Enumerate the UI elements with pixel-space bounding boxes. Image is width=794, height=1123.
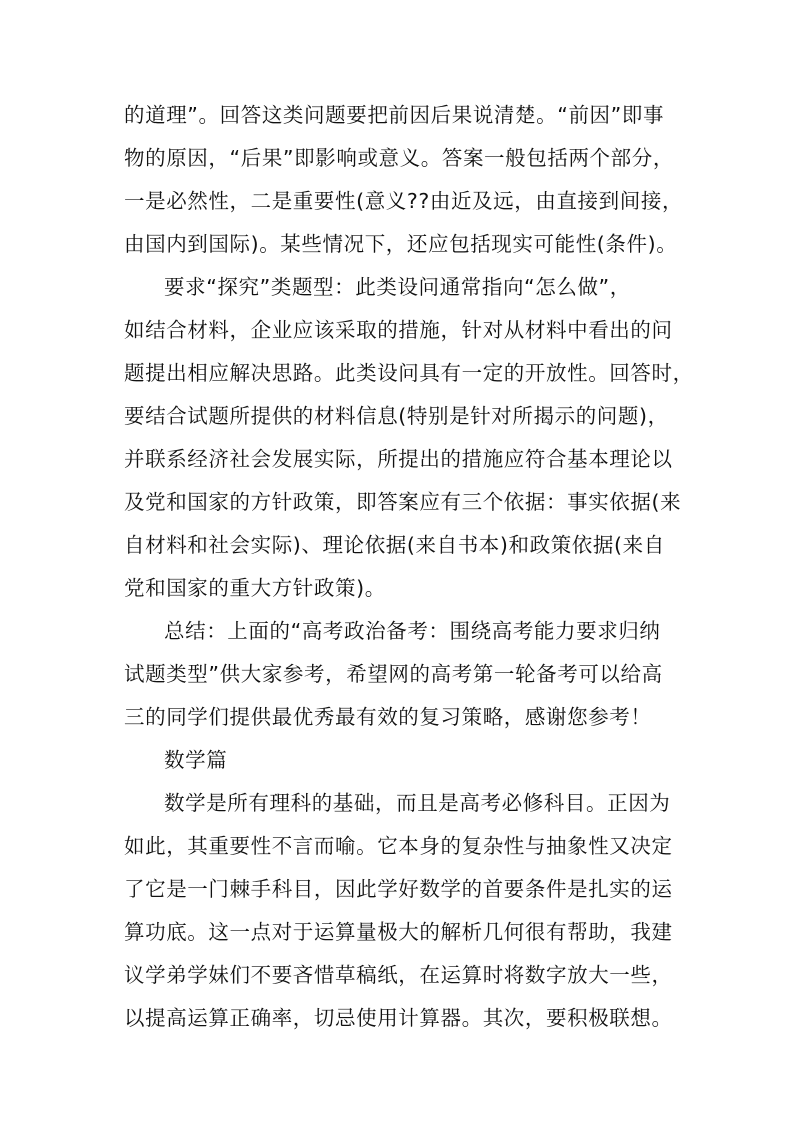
text-line: 由国内到国际)。某些情况下，还应包括现实可能性(条件)。 xyxy=(124,232,678,256)
paragraph-first-line: 总结：上面的“高考政治备考：围绕高考能力要求归纳 xyxy=(164,619,661,643)
text-line: 三的同学们提供最优秀最有效的复习策略，感谢您参考！ xyxy=(124,705,652,729)
text-line: 以提高运算正确率，切忌使用计算器。其次，要积极联想。 xyxy=(124,1006,673,1030)
text-line: 了它是一门棘手科目，因此学好数学的首要条件是扎实的运 xyxy=(124,877,673,901)
text-line: 的道理”。回答这类问题要把前因后果说清楚。“前因”即事 xyxy=(124,103,665,127)
text-line: 并联系经济社会发展实际，所提出的措施应符合基本理论以 xyxy=(124,447,673,471)
text-line: 物的原因，“后果”即影响或意义。答案一般包括两个部分， xyxy=(124,146,674,170)
text-line: 及党和国家的方针政策，即答案应有三个依据：事实依据(来 xyxy=(124,490,682,514)
text-line: 自材料和社会实际)、理论依据(来自书本)和政策依据(来自 xyxy=(124,533,665,557)
text-line: 党和国家的重大方针政策)。 xyxy=(124,576,386,600)
text-line: 如结合材料，企业应该采取的措施，针对从材料中看出的问 xyxy=(124,318,673,342)
paragraph-first-line: 数学是所有理科的基础，而且是高考必修科目。正因为 xyxy=(164,791,671,815)
paragraph-first-line: 要求“探究”类题型：此类设问通常指向“怎么做”， xyxy=(164,275,631,299)
text-line: 算功底。这一点对于运算量极大的解析几何很有帮助，我建 xyxy=(124,920,673,944)
text-line: 试题类型”供大家参考，希望网的高考第一轮备考可以给高 xyxy=(124,662,663,686)
text-line: 要结合试题所提供的材料信息(特别是针对所揭示的问题)， xyxy=(124,404,669,428)
text-line: 议学弟学妹们不要吝惜草稿纸，在运算时将数字放大一些， xyxy=(124,963,673,987)
text-line: 一是必然性，二是重要性(意义??由近及远，由直接到间接， xyxy=(124,189,684,213)
text-line: 题提出相应解决思路。此类设问具有一定的开放性。回答时， xyxy=(124,361,694,385)
text-line: 如此，其重要性不言而喻。它本身的复杂性与抽象性又决定 xyxy=(124,834,673,858)
section-heading: 数学篇 xyxy=(164,748,228,772)
